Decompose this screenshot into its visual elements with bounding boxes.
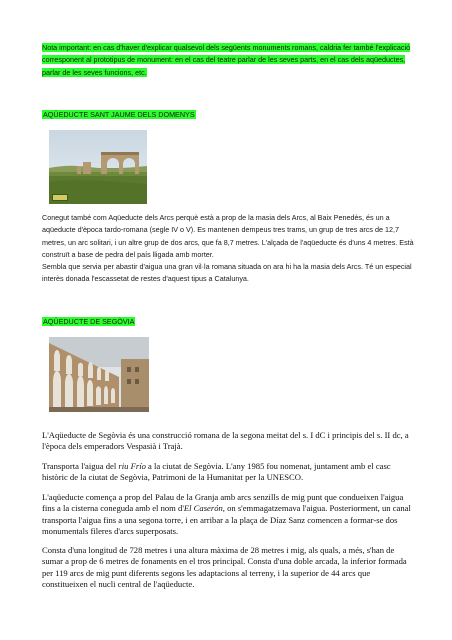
segovia-p3-text-b: , on s'emmagatzemava l'aigua. Posteriorment, un canal transporta l'aigua fins a una segona torre, i en arribar a la plaça de Díaz Sanz comencen a formar-se dos monumentals fileres d'arcs superposats. [42, 503, 411, 537]
segovia-p3-text-a: L'aqüeducte comença a prop del Palau de la Granja amb arcs senzills de mig punt que condueixen l'aigua fins a la cisterna coneguda amb el nom d' [42, 492, 404, 514]
sant-jaume-description [42, 212, 414, 286]
segovia-paragraph-2 [42, 461, 414, 484]
section-heading-segovia [42, 311, 135, 329]
segovia-p4-text: Consta d'una longitud de 728 metres i una altura màxima de 28 metres i mig, als quals, a més, s'han de sumar a prop de 6 metres de fonaments en el tros principal. Consta d'una doble arcada, la inferior formada per 119 arcs de mig punt diferents segons les adaptacions al terreny, i la superior de 44 arcs que constitueixen el nucli central de l'aqüeducte. [42, 545, 407, 590]
segovia-p2-italic: riu Frío [118, 461, 146, 471]
segovia-paragraph-1 [42, 430, 414, 453]
aqueduct-sant-jaume-photo [49, 130, 147, 204]
section-heading-text: AQÜEDUCTE DE SEGÒVIA [43, 317, 135, 326]
segovia-paragraph-3 [42, 492, 414, 538]
segovia-p2-text-a: Transporta l'aigua del [42, 461, 119, 471]
segovia-p2-text-b: a la ciutat de Segòvia. L'any 1985 fou nomenat, juntament amb el casc històric de la ciutat de Segòvia, Patrimoni de la Humanitat per la UNESCO. [42, 461, 391, 483]
section-heading-sant-jaume [42, 104, 196, 122]
sant-jaume-body-text: Conegut també com Aqüeducte dels Arcs perquè està a prop de la masia dels Arcs, al Baix Penedès, és un a aqüeducte d'època tardo-romana (segle IV o V). Es mantenen dempeus tres trams, un grup de tres arcs de 12,7 metres, un arc solitari, i un altre grup de dos arcs, que fa 8,7 metres. L'alçada de l'aqüeducte és d'uns 4 metres. Està construït a base de pedra del país lligada amb morter. [42, 213, 414, 259]
aqueduct-segovia-photo [49, 337, 149, 412]
sant-jaume-body-text-2: Sembla que servia per abastir d'aigua una gran vil·la romana situada on ara hi ha la masia dels Arcs. Té un especial interès donada l'escassetat de restes d'aquest tipus a Catalunya. [42, 262, 412, 284]
segovia-p1-text: L'Aqüeducte de Segòvia és una construcció romana de la segona meitat del s. I dC i principis del s. II dc, a l'època dels emperadors Vespasià i Trajà. [42, 430, 409, 452]
segovia-p3-italic: El Caserón [183, 503, 223, 514]
segovia-paragraph-4 [42, 545, 414, 591]
section-heading-text: AQÜEDUCTE SANT JAUME DELS DOMENYS [43, 110, 195, 119]
important-note [42, 42, 414, 79]
note-text: Nota important: en cas d'haver d'explicar qualsevol dels següents monuments romans, caldria fer també l'explicació corresponent al prototipus de monument: en el cas del teatre parlar de les seves parts, en el cas dels aqüeductes, parlar de les seves funcions, etc. [42, 43, 411, 77]
